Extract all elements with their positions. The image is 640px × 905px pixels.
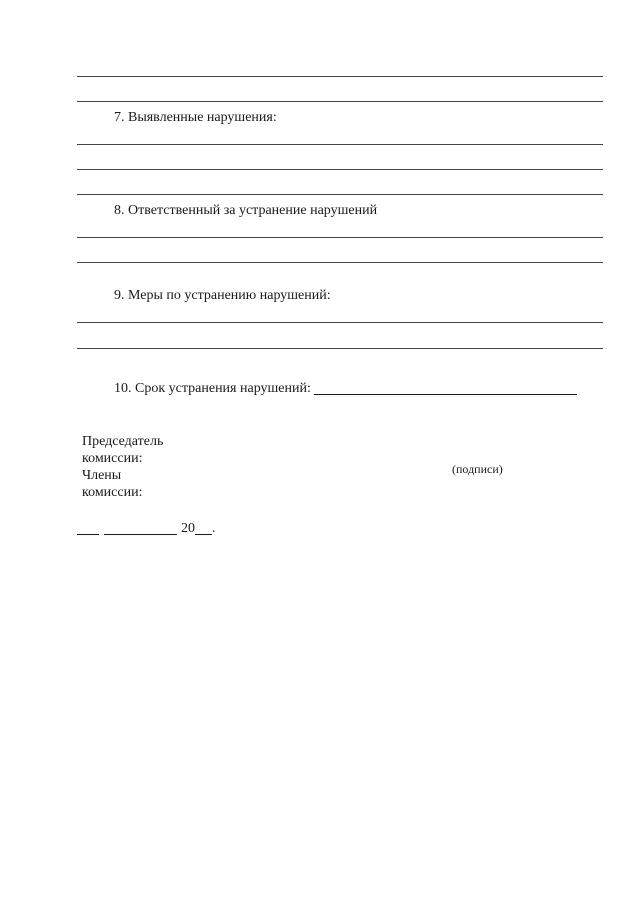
item-8-blank-line[interactable] <box>77 262 603 263</box>
item-7-blank-line[interactable] <box>77 169 603 170</box>
chairman-label-line1: Председатель <box>82 434 164 449</box>
item-7-blank-line[interactable] <box>77 194 603 195</box>
day-blank[interactable] <box>77 534 99 535</box>
date-line <box>77 521 216 537</box>
year-blank[interactable] <box>195 534 212 535</box>
item-9-label: 9. Меры по устранению нарушений: <box>114 288 331 303</box>
blank-line[interactable] <box>77 76 603 77</box>
month-blank[interactable] <box>104 534 177 535</box>
members-label-line1: Члены <box>82 468 122 483</box>
item-8-label: 8. Ответственный за устранение нарушений <box>114 203 378 218</box>
deadline-blank-line[interactable] <box>314 394 577 395</box>
members-label-line2: комиссии: <box>82 485 143 500</box>
signatures-note: (подписи) <box>452 462 503 476</box>
item-10-label: 10. Срок устранения нарушений: <box>114 381 311 396</box>
item-7-blank-line[interactable] <box>77 144 603 145</box>
blank-line[interactable] <box>77 101 603 102</box>
signature-block <box>82 433 163 501</box>
item-9-blank-line[interactable] <box>77 322 603 323</box>
item-10-row <box>114 381 577 397</box>
year-prefix: 20 <box>181 521 195 536</box>
item-9-blank-line[interactable] <box>77 348 603 349</box>
chairman-label-line2: комиссии: <box>82 451 143 466</box>
item-8-blank-line[interactable] <box>77 237 603 238</box>
item-7-label: 7. Выявленные нарушения: <box>114 110 277 125</box>
date-end-mark: . <box>212 521 216 536</box>
